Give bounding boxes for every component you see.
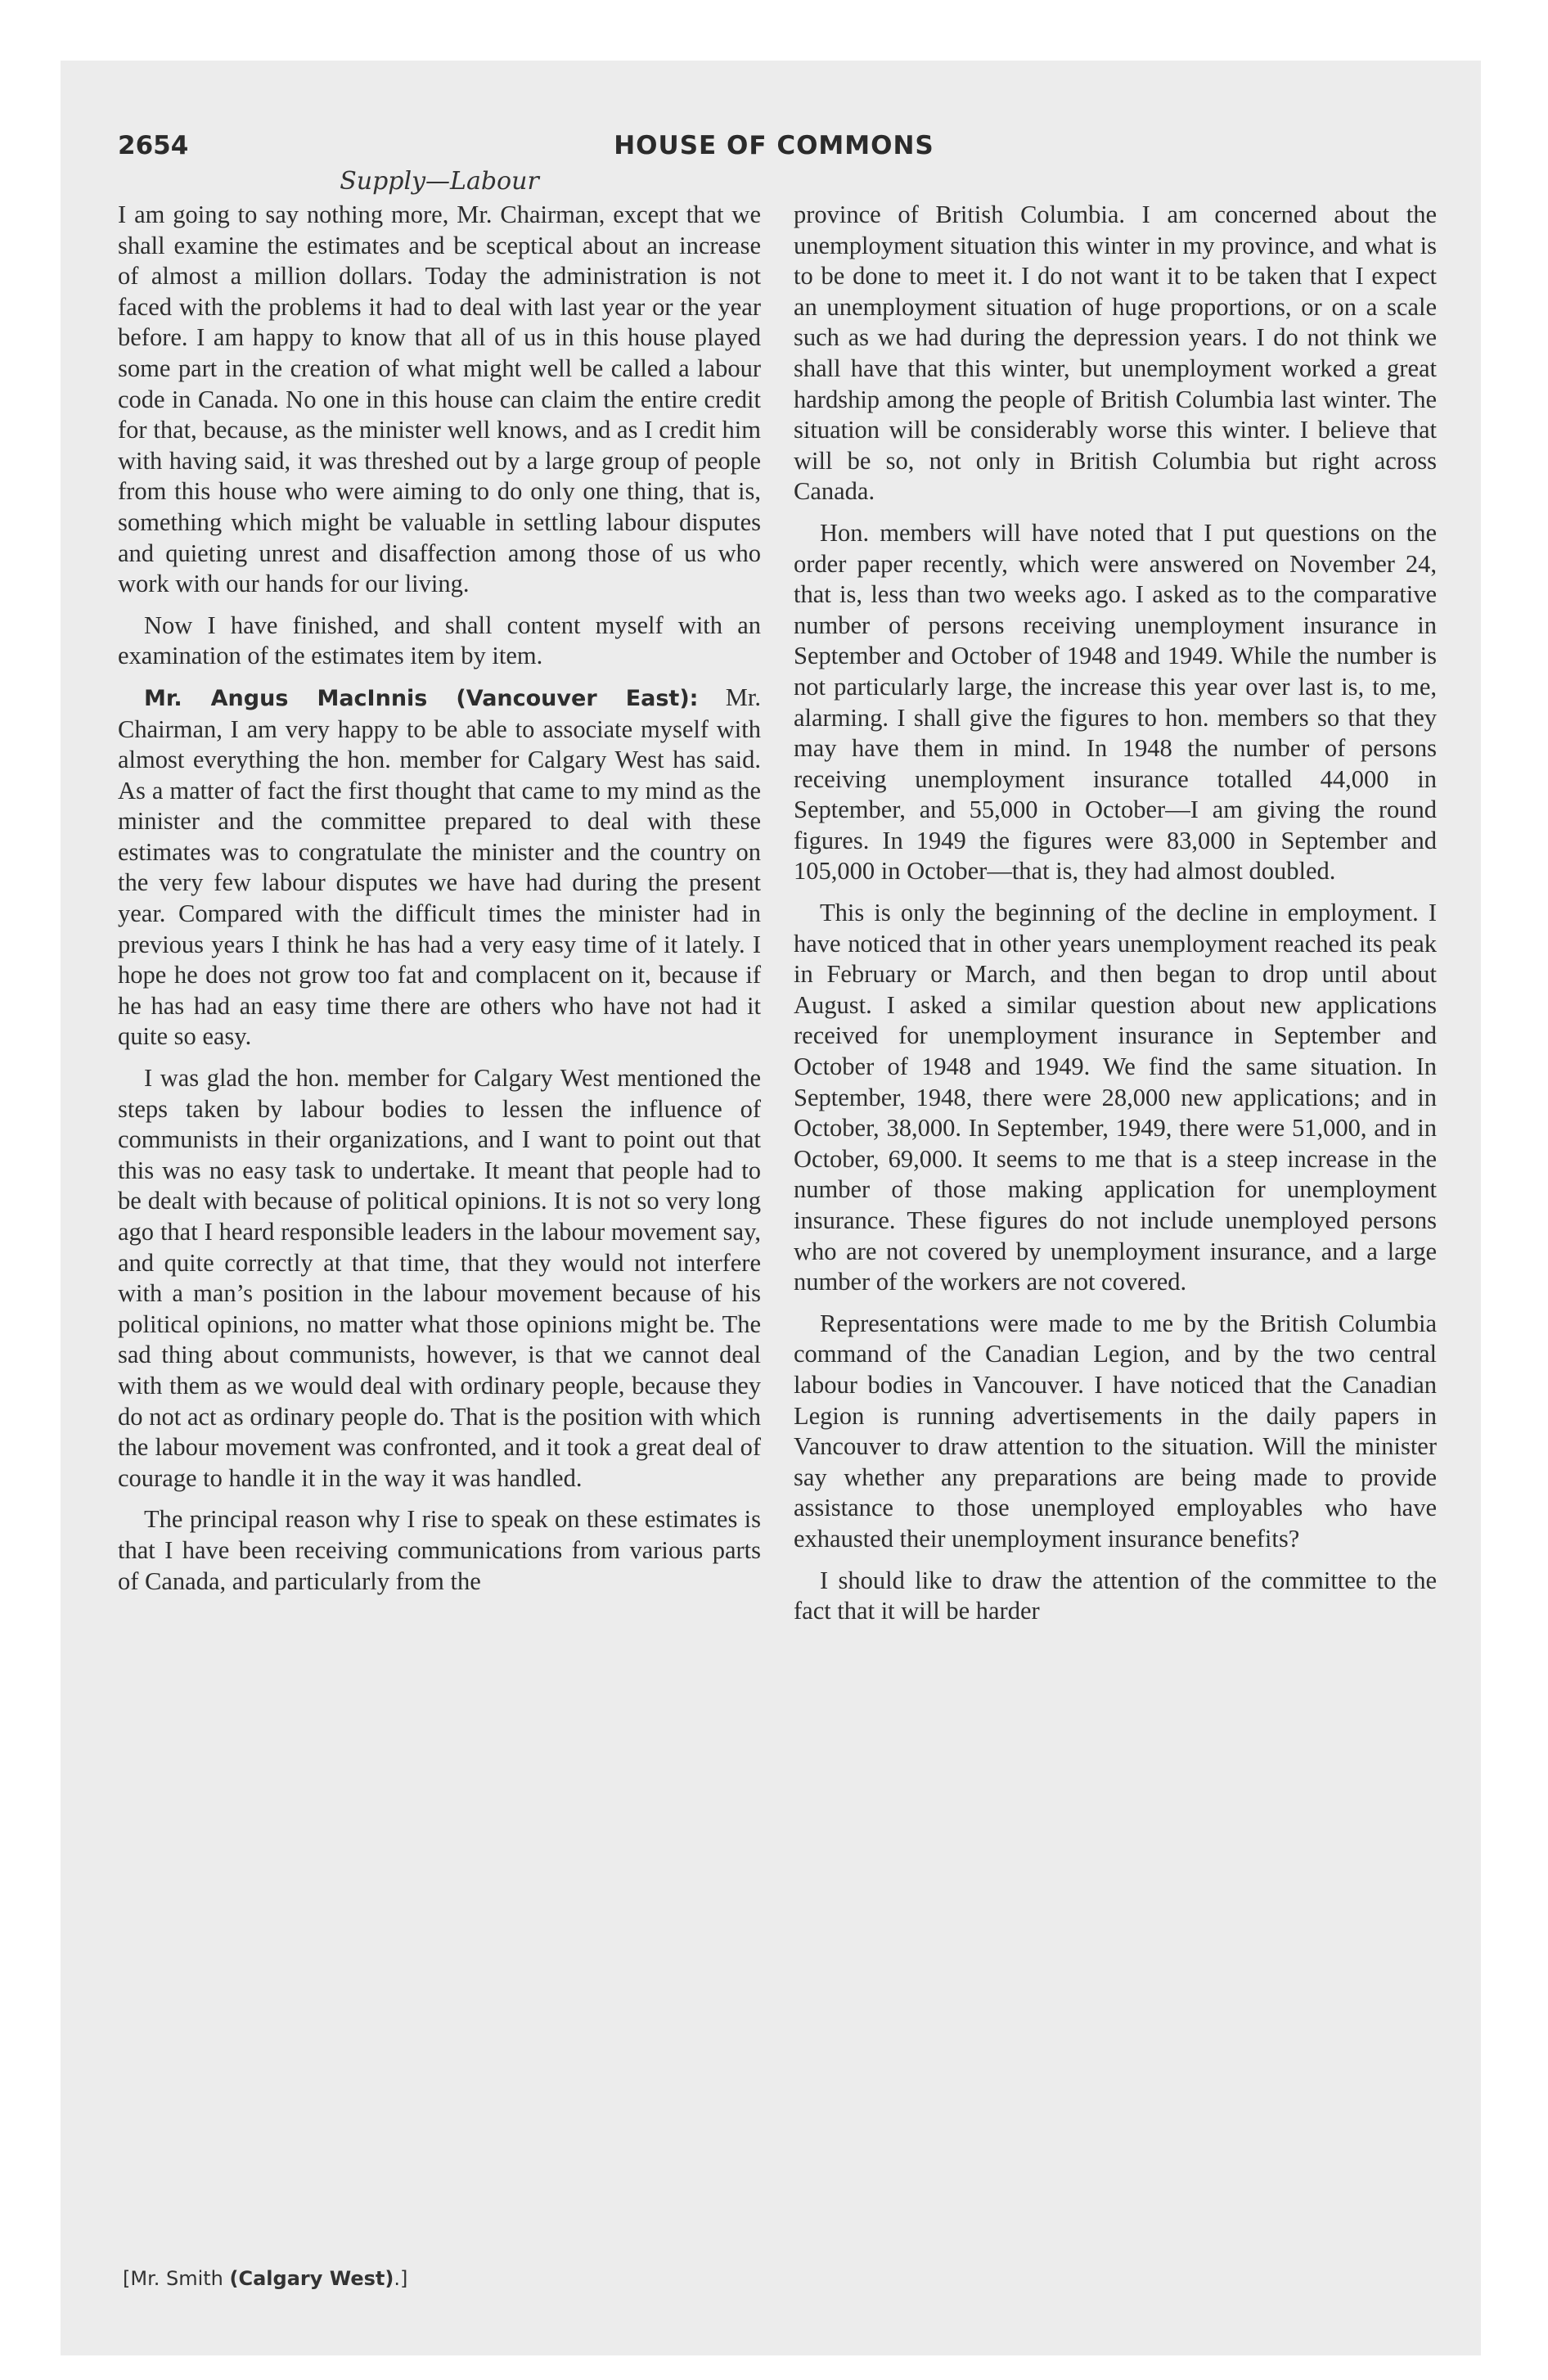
speech-text: Mr. Chairman, I am very happy to be able to associate myself with almost everything the hon. member for Calgary West has said. As a matter of fact the first thought that came to my mind as the minister and the committee prepared to deal with these estimates was to congratulate the minister and the country on the very few labour disputes we have had during the present year. Compared with the difficult times the minister had in previous years I think he has had a very easy time of it lately. I hope he does not grow too fat and complacent on it, because if he has had an easy time there are others who have not had it quite so easy. — [118, 683, 761, 1051]
footer-close: .] — [394, 2267, 408, 2290]
paragraph: I should like to draw the attention of the committee to the fact that it will be harder — [794, 1566, 1437, 1625]
footer-open: [Mr. Smith — [123, 2267, 230, 2290]
speaker-name: Mr. Angus MacInnis (Vancouver East): — [144, 685, 699, 711]
footer-speaker-note — [123, 2267, 407, 2290]
page-number: 2654 — [118, 131, 189, 160]
paragraph: province of British Columbia. I am concerned about the unemployment situation this winter in my province, and what is to be done to meet it. I do not want it to be taken that I expect an unemployment situation of huge proportions, or on a scale such as we had during the depression years. I do not think we shall have that this winter, but unemployment worked a great hardship among the people of British Columbia last winter. The situation will be considerably worse this winter. I believe that will be so, not only in British Columbia but right across Canada. — [794, 201, 1437, 506]
left-column — [118, 200, 761, 1607]
paragraph: I was glad the hon. member for Calgary West mentioned the steps taken by labour bodies to lessen the influence of communists in their organizations, and I want to point out that this was no easy task to undertake. It meant that people had to be dealt with because of political opinions. It is not so very long ago that I heard responsible leaders in the labour movement say, and quite correctly at that time, that they would not interfere with a man’s position in the labour movement because of his political opinions, no matter what those opinions might be. The sad thing about communists, however, is that we cannot deal with them as we would deal with ordinary people, because they do not act as ordinary people do. That is the position with which the labour movement was confronted, and it took a great deal of courage to handle it in the way it was handled. — [118, 1064, 761, 1492]
paragraph: I am going to say nothing more, Mr. Chairman, except that we shall examine the estimates and be sceptical about an increase of almost a million dollars. Today the administration is not faced with the problems it had to deal with last year or the year before. I am happy to know that all of us in this house played some part in the creation of what might well be called a labour code in Canada. No one in this house can claim the entire credit for that, because, as the minister well knows, and as I credit him with having said, it was threshed out by a large group of people from this house who were aiming to do only one thing, that is, something which might be valuable in settling labour disputes and quieting unrest and disaffection among those of us who work with our hands for our living. — [118, 201, 761, 598]
paragraph: Now I have finished, and shall content myself with an examination of the estimates item by item. — [118, 611, 761, 670]
paragraph — [118, 683, 761, 1053]
paragraph: This is only the beginning of the decline in employment. I have noticed that in other years unemployment reached its peak in February or March, and then began to drop until about August. I asked a similar question about new applications received for unemployment insurance in September and October of 1948 and 1949. We find the same situation. In September, 1948, there were 28,000 new applications; and in October, 38,000. In September, 1949, there were 51,000, and in October, 69,000. It seems to me that is a steep increase in the number of those making application for unemployment insurance. These figures do not include unemployed persons who are not covered by unemployment insurance, and a large number of the workers are not covered. — [794, 899, 1437, 1296]
paragraph: Representations were made to me by the British Columbia command of the Canadian Legion, and by the two central labour bodies in Vancouver. I have noticed that the Canadian Legion is running advertisements in the daily papers in Vancouver to draw attention to the situation. Will the minister say whether any preparations are being made to provide assistance to those unemployed employables who have exhausted their unemployment insurance benefits? — [794, 1309, 1437, 1553]
right-column — [794, 200, 1437, 1638]
footer-member: (Calgary West) — [229, 2267, 394, 2290]
running-head: HOUSE OF COMMONS — [614, 131, 934, 160]
paragraph: The principal reason why I rise to speak on these estimates is that I have been receiving communications from various parts of Canada, and particularly from the — [118, 1505, 761, 1595]
section-subhead: Supply—Labour — [340, 167, 539, 196]
paragraph: Hon. members will have noted that I put questions on the order paper recently, which were answered on November 24, that is, less than two weeks ago. I asked as to the comparative number of persons receiving unemployment insurance in September and October of 1948 and 1949. While the number is not particularly large, the increase this year over last is, to me, alarming. I shall give the figures to hon. members so that they may have them in mind. In 1948 the number of persons receiving unemployment insurance totalled 44,000 in September, and 55,000 in October—I am giving the round figures. In 1949 the figures were 83,000 in September and 105,000 in October—that is, they had almost doubled. — [794, 518, 1437, 886]
